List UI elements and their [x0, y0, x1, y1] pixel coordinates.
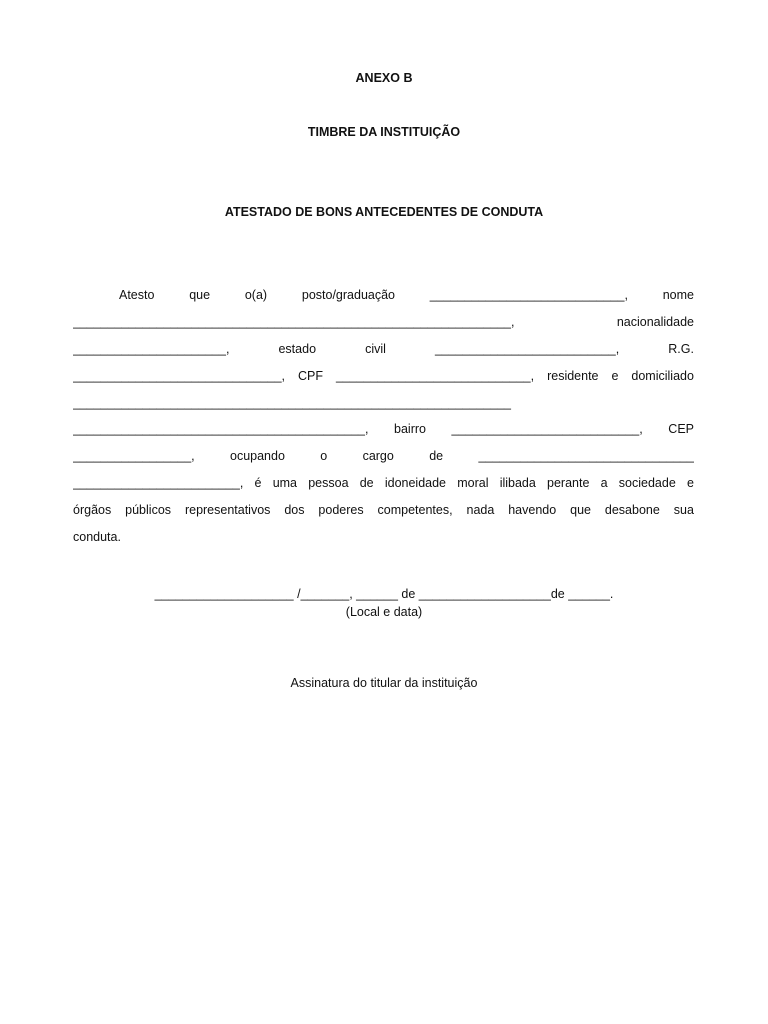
body-line: [73, 524, 694, 551]
body-word: CEP: [668, 422, 694, 437]
body-line: [73, 416, 694, 443]
body-word: representativos: [184, 503, 271, 518]
body-word: conduta.: [73, 530, 121, 545]
body-word: ___________________________,: [451, 422, 643, 437]
body-word: estado: [278, 341, 317, 356]
body-line: [73, 336, 694, 363]
body-line: [73, 309, 694, 336]
body-word: competentes,: [377, 503, 453, 518]
body-word: ______________________________,: [73, 368, 286, 383]
body-word: posto/graduação: [301, 288, 396, 302]
body-word: é: [254, 476, 262, 491]
body-word: bairro: [394, 422, 426, 437]
body-word: _________________,: [73, 449, 195, 464]
body-word: idoneidade: [384, 476, 447, 491]
body-word: _______________________________________________________________,: [73, 314, 515, 329]
body-word: nome: [662, 288, 694, 302]
body-word: ____________________________,: [335, 368, 535, 383]
body-word: públicos: [125, 503, 172, 518]
body-word: havendo: [508, 503, 557, 518]
body-word: poderes: [318, 503, 364, 518]
body-word: __________________________________________,: [73, 422, 369, 437]
body-word: R.G.: [668, 341, 694, 356]
body-word: o(a): [244, 288, 268, 302]
body-word: ______________________,: [73, 341, 230, 356]
body-line: [73, 282, 694, 309]
place-date-caption: (Local e data): [345, 605, 423, 619]
body-line: [73, 443, 694, 470]
body-word: domiciliado: [631, 368, 694, 383]
body-word: CPF: [298, 368, 323, 383]
body-word: ilibada: [499, 476, 536, 491]
certificate-body: [73, 282, 694, 551]
body-line: [73, 363, 694, 390]
body-word: que: [570, 503, 591, 518]
body-word: ocupando: [230, 449, 285, 464]
body-word: desabone: [604, 503, 660, 518]
body-word: perante: [547, 476, 590, 491]
body-word: uma: [272, 476, 298, 491]
body-line: [73, 470, 694, 497]
body-word: dos: [284, 503, 305, 518]
body-word: órgãos: [73, 503, 112, 518]
place-date-line: ____________________ /_______, ______ de ___________________de ______.: [154, 587, 614, 601]
body-word: moral: [457, 476, 489, 491]
signature-caption: Assinatura do titular da instituição: [290, 676, 478, 690]
body-word: e: [611, 368, 619, 383]
body-word: e: [687, 476, 694, 491]
body-word: nada: [466, 503, 495, 518]
body-word: Atesto: [119, 288, 155, 302]
body-word: ________________________,: [73, 476, 244, 491]
body-word: pessoa: [308, 476, 349, 491]
document-title: ATESTADO DE BONS ANTECEDENTES DE CONDUTA: [224, 205, 544, 219]
body-line: [73, 390, 694, 417]
body-word: que: [189, 288, 211, 302]
body-word: _______________________________: [478, 449, 694, 464]
annex-heading: ANEXO B: [355, 71, 413, 85]
body-word: o: [320, 449, 328, 464]
body-word: _______________________________________________________________: [73, 395, 511, 410]
body-word: nacionalidade: [616, 314, 694, 329]
letterhead-placeholder: TIMBRE DA INSTITUIÇÃO: [307, 125, 461, 139]
body-word: civil: [365, 341, 386, 356]
body-word: __________________________,: [434, 341, 620, 356]
body-word: a: [600, 476, 608, 491]
body-word: de: [429, 449, 444, 464]
body-line: [73, 497, 694, 524]
body-word: de: [359, 476, 374, 491]
body-word: sua: [673, 503, 694, 518]
body-word: sociedade: [618, 476, 676, 491]
body-word: ____________________________,: [429, 288, 628, 302]
body-word: residente: [547, 368, 599, 383]
body-word: cargo: [362, 449, 394, 464]
